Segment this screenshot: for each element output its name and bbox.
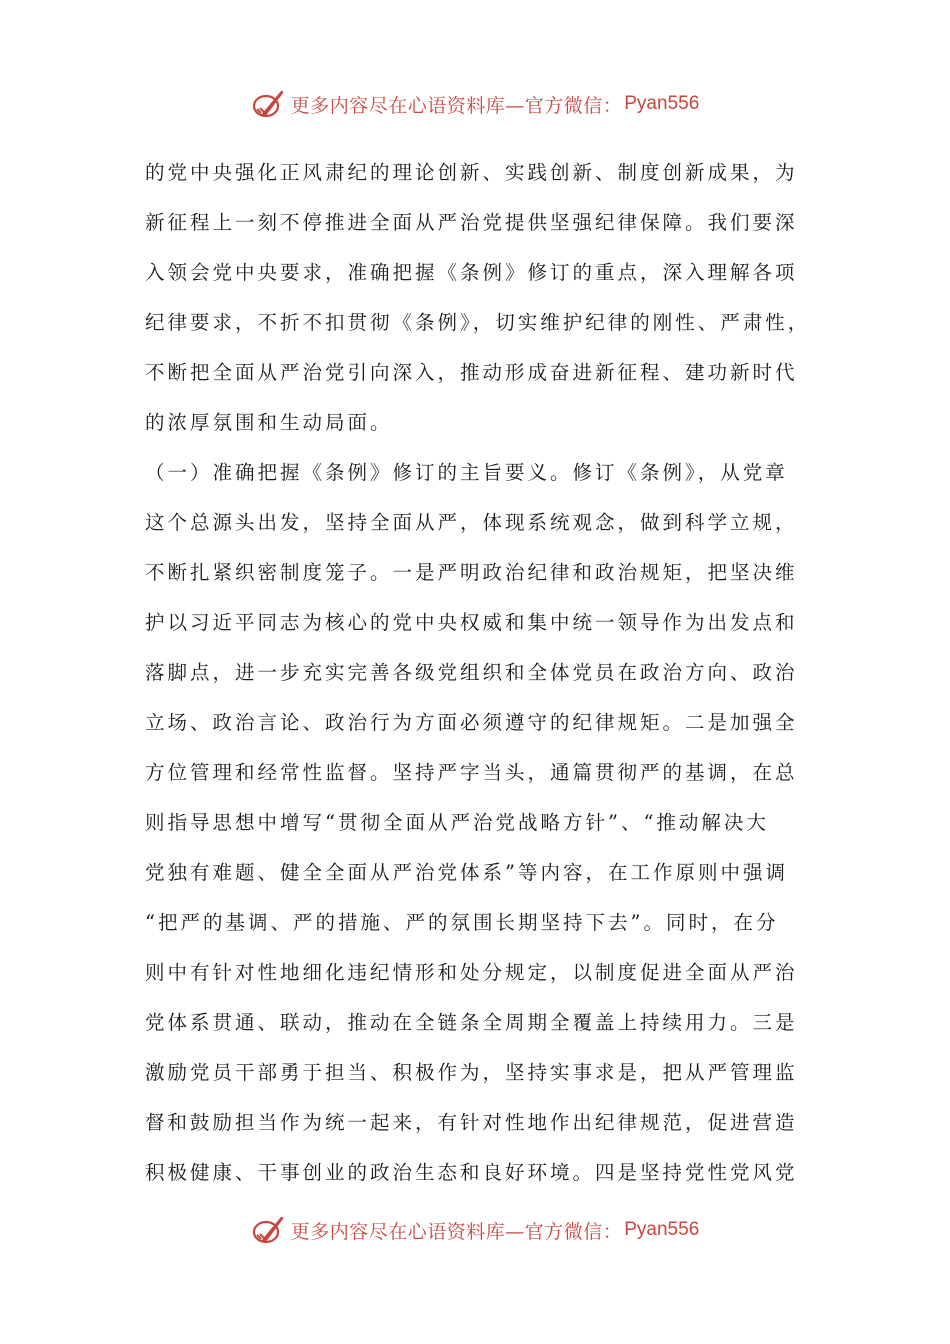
footer-watermark [0,1210,950,1250]
body-line: 方位管理和经常性监督。坚持严字当头，通篇贯彻严的基调，在总 [145,761,798,784]
watermark-wechat-id: Pyan556 [624,93,700,114]
body-line: 新征程上一刻不停推进全面从严治党提供坚强纪律保障。我们要深 [145,211,798,234]
body-line: 立场、政治言论、政治行为方面必须遵守的纪律规矩。二是加强全 [145,711,798,734]
body-line: 党独有难题、健全全面从严治党体系”等内容，在工作原则中强调 [145,861,788,884]
body-line: 督和鼓励担当作为统一起来，有针对性地作出纪律规范，促进营造 [145,1111,798,1134]
document-body [145,148,810,1198]
quill-pen-logo-icon [251,87,285,121]
body-line: 激励党员干部勇于担当、积极作为，坚持实事求是，把从严管理监 [145,1061,798,1084]
body-line: 护以习近平同志为核心的党中央权威和集中统一领导作为出发点和 [145,611,798,634]
section-heading-line: （一）准确把握《条例》修订的主旨要义。修订《条例》，从党章 [145,461,788,484]
body-line: 积极健康、干事创业的政治生态和良好环境。四是坚持党性党风党 [145,1161,798,1184]
body-line: 的党中央强化正风肃纪的理论创新、实践创新、制度创新成果，为 [145,161,798,184]
body-line: “把严的基调、严的措施、严的氛围长期坚持下去”。同时，在分 [145,911,779,934]
body-line: 的浓厚氛围和生动局面。 [145,411,393,434]
body-line: 入领会党中央要求，准确把握《条例》修订的重点，深入理解各项 [145,261,798,284]
body-line: 则中有针对性地细化违纪情形和处分规定，以制度促进全面从严治 [145,961,798,984]
body-line: 纪律要求，不折不扣贯彻《条例》，切实维护纪律的刚性、严肃性， [145,311,810,334]
header-watermark [0,84,950,124]
body-line: 党体系贯通、联动，推动在全链条全周期全覆盖上持续用力。三是 [145,1011,798,1034]
body-line: 落脚点，进一步充实完善各级党组织和全体党员在政治方向、政治 [145,661,798,684]
watermark-text: 更多内容尽在心语资料库—官方微信： [290,1220,623,1243]
watermark-wechat-id: Pyan556 [624,1219,700,1240]
quill-pen-logo-icon [251,1213,285,1247]
body-line: 不断把全面从严治党引向深入，推动形成奋进新征程、建功新时代 [145,361,798,384]
body-line: 不断扎紧织密制度笼子。一是严明政治纪律和政治规矩，把坚决维 [145,561,798,584]
body-line: 这个总源头出发，坚持全面从严，体现系统观念，做到科学立规， [145,511,798,534]
body-line: 则指导思想中增写“贯彻全面从严治党战略方针”、“推动解决大 [145,811,769,834]
watermark-text: 更多内容尽在心语资料库—官方微信： [290,94,623,117]
